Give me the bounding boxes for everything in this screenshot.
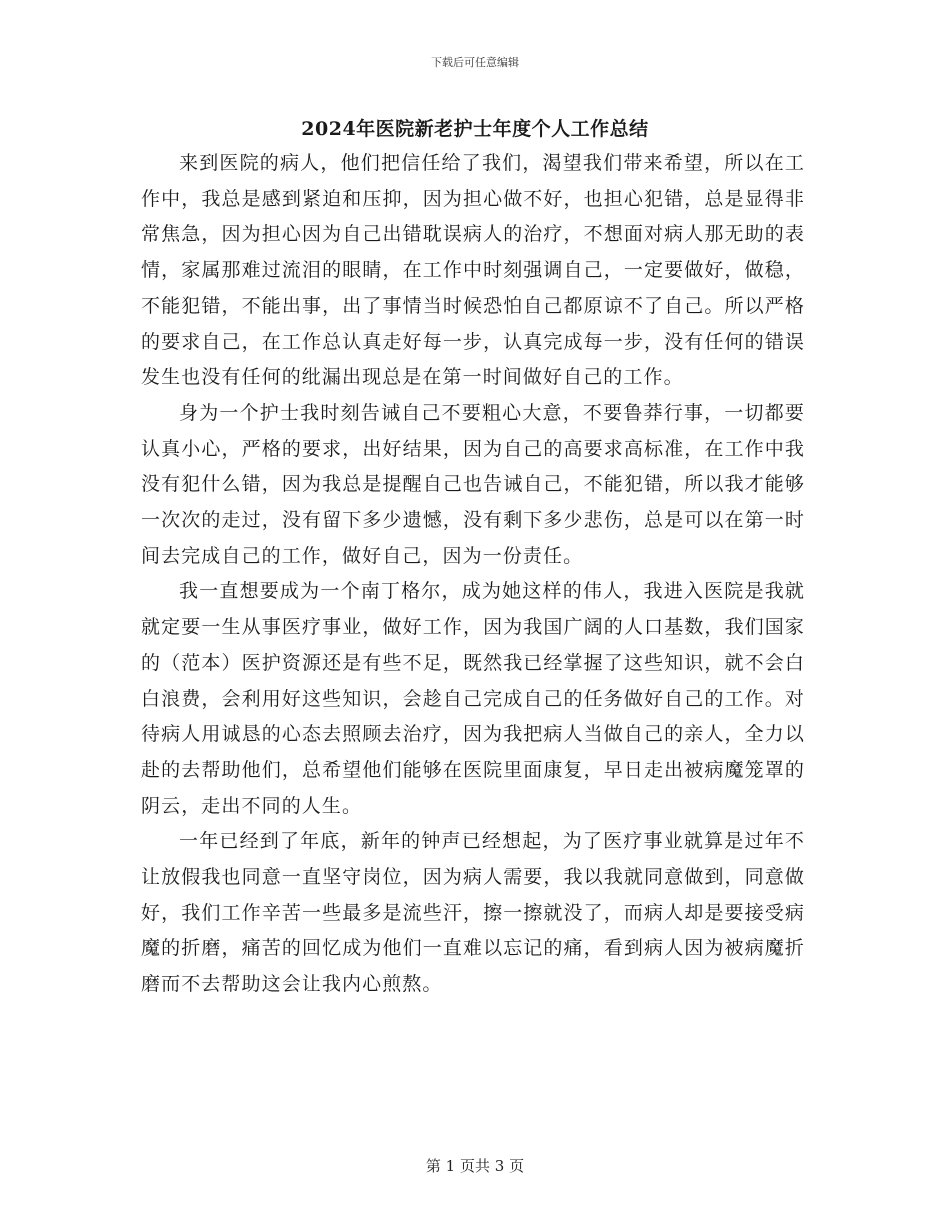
page-footer: 第 1 页共 3 页 [425,1157,525,1175]
header-note: 下载后可任意编辑 [431,56,519,69]
paragraph-1: 来到医院的病人，他们把信任给了我们，渴望我们带来希望，所以在工作中，我总是感到紧迫和压抑，因为担心做不好，也担心犯错，总是显得非常焦急，因为担心因为自己出错耽误病人的治疗，不想面对病人那无助的表情，家属那难过流泪的眼睛，在工作中时刻强调自己，一定要做好，做稳，不能犯错，不能出事，出了事情当时候恐怕自己都原谅不了自己。所以严格的要求自己，在工作总认真走好每一步，认真完成每一步，没有任何的错误发生也没有任何的纰漏出现总是在第一时间做好自己的工作。 [141,152,805,389]
paragraph-3: 我一直想要成为一个南丁格尔，成为她这样的伟人，我进入医院是我就就定要一生从事医疗事业，做好工作，因为我国广阔的人口基数，我们国家的（范本）医护资源还是有些不足，既然我已经掌握了这些知识，就不会白白浪费，会利用好这些知识，会趁自己完成自己的任务做好自己的工作。对待病人用诚恳的心态去照顾去治疗，因为我把病人当做自己的亲人，全力以赴的去帮助他们，总希望他们能够在医院里面康复，早日走出被病魔笼罩的阴云，走出不同的人生。 [141,580,805,817]
paragraph-2: 身为一个护士我时刻告诫自己不要粗心大意，不要鲁莽行事，一切都要认真小心，严格的要求，出好结果，因为自己的高要求高标准，在工作中我没有犯什么错，因为我总是提醒自己也告诫自己，不能犯错，所以我才能够一次次的走过，没有留下多少遗憾，没有剩下多少悲伤，总是可以在第一时间去完成自己的工作，做好自己，因为一份责任。 [141,401,805,567]
document-title: 2024年医院新老护士年度个人工作总结 [301,118,649,140]
paragraph-4: 一年已经到了年底，新年的钟声已经想起，为了医疗事业就算是过年不让放假我也同意一直坚守岗位，因为病人需要，我以我就同意做到，同意做好，我们工作辛苦一些最多是流些汗，擦一擦就没了，而病人却是要接受病魔的折磨，痛苦的回忆成为他们一直难以忘记的痛，看到病人因为被病魔折磨而不去帮助这会让我内心煎熬。 [141,830,805,996]
document-body [141,146,805,1003]
